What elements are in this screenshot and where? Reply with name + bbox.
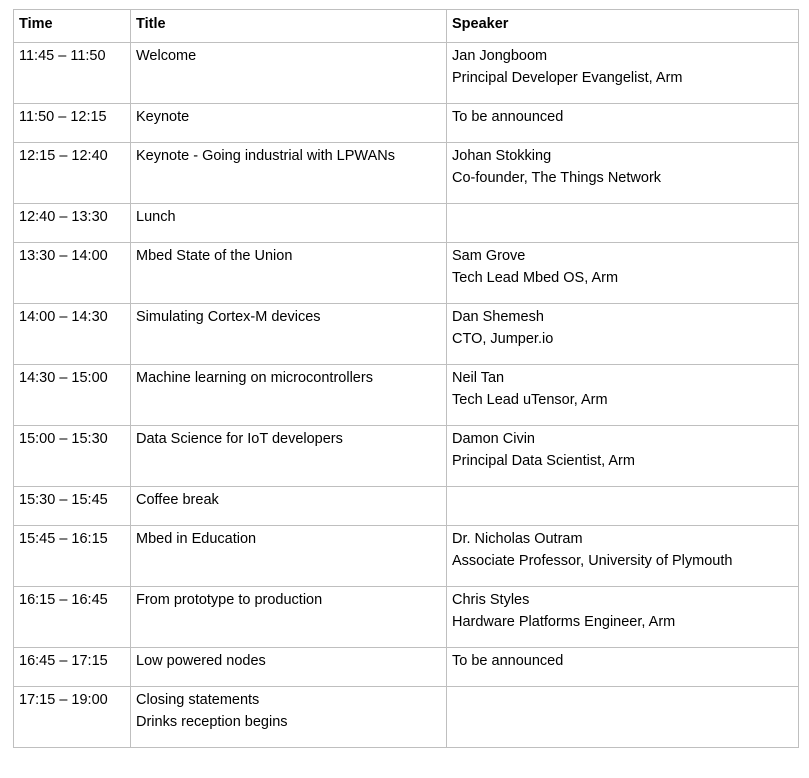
title-cell <box>131 687 447 748</box>
title-text: Coffee break <box>136 492 219 508</box>
table-row <box>14 304 799 365</box>
speaker-name: To be announced <box>452 653 564 669</box>
header-row <box>14 10 799 43</box>
header-time: Time <box>14 10 131 43</box>
title-text: Keynote <box>136 109 190 125</box>
time-text: 13:30 – 14:00 <box>19 248 108 264</box>
speaker-role: Hardware Platforms Engineer, Arm <box>452 614 676 630</box>
speaker-cell <box>447 487 799 526</box>
time-text: 17:15 – 19:00 <box>19 692 108 708</box>
title-cell <box>131 648 447 687</box>
table-row <box>14 426 799 487</box>
speaker-cell <box>447 43 799 104</box>
speaker-cell <box>447 648 799 687</box>
speaker-cell <box>447 365 799 426</box>
title-cell <box>131 365 447 426</box>
time-text: 12:40 – 13:30 <box>19 209 108 225</box>
title-cell <box>131 143 447 204</box>
time-cell <box>14 204 131 243</box>
title-cell <box>131 304 447 365</box>
title-text: Mbed in Education <box>136 531 257 547</box>
table-row <box>14 104 799 143</box>
speaker-role: Associate Professor, University of Plymouth <box>452 553 733 569</box>
speaker-name: Dan Shemesh <box>452 309 544 325</box>
title-text: Simulating Cortex-M devices <box>136 309 321 325</box>
speaker-name: Jan Jongboom <box>452 48 548 64</box>
title-text: Welcome <box>136 48 197 64</box>
speaker-role: CTO, Jumper.io <box>452 331 554 347</box>
header-title: Title <box>131 10 447 43</box>
time-text: 11:50 – 12:15 <box>19 109 107 125</box>
speaker-cell <box>447 687 799 748</box>
table-row <box>14 487 799 526</box>
time-cell <box>14 304 131 365</box>
table-row <box>14 587 799 648</box>
time-text: 12:15 – 12:40 <box>19 148 108 164</box>
title-cell <box>131 426 447 487</box>
table-row <box>14 143 799 204</box>
time-text: 14:30 – 15:00 <box>19 370 108 386</box>
time-cell <box>14 104 131 143</box>
speaker-cell <box>447 104 799 143</box>
time-cell <box>14 43 131 104</box>
time-cell <box>14 648 131 687</box>
title-cell <box>131 204 447 243</box>
title-cell <box>131 487 447 526</box>
time-text: 15:45 – 16:15 <box>19 531 108 547</box>
time-cell <box>14 365 131 426</box>
table-row <box>14 43 799 104</box>
speaker-name: Johan Stokking <box>452 148 552 164</box>
table-row <box>14 243 799 304</box>
title-text: Keynote - Going industrial with LPWANs <box>136 148 395 164</box>
speaker-role: Tech Lead uTensor, Arm <box>452 392 608 408</box>
title-text: Closing statements <box>136 692 260 708</box>
table-row <box>14 365 799 426</box>
time-cell <box>14 526 131 587</box>
speaker-cell <box>447 587 799 648</box>
table-row <box>14 687 799 748</box>
header-speaker: Speaker <box>447 10 799 43</box>
speaker-cell <box>447 304 799 365</box>
table-row <box>14 648 799 687</box>
speaker-name: Chris Styles <box>452 592 530 608</box>
title-text: Low powered nodes <box>136 653 266 669</box>
agenda-table-body <box>14 43 799 748</box>
agenda-table-header <box>14 10 799 43</box>
speaker-name: Damon Civin <box>452 431 535 447</box>
title-text: Machine learning on microcontrollers <box>136 370 373 386</box>
table-row <box>14 204 799 243</box>
time-cell <box>14 487 131 526</box>
title-cell <box>131 587 447 648</box>
speaker-name: Neil Tan <box>452 370 505 386</box>
title-text: Mbed State of the Union <box>136 248 293 264</box>
speaker-role: Co-founder, The Things Network <box>452 170 662 186</box>
speaker-role: Principal Data Scientist, Arm <box>452 453 635 469</box>
speaker-cell <box>447 143 799 204</box>
time-cell <box>14 143 131 204</box>
speaker-role: Tech Lead Mbed OS, Arm <box>452 270 619 286</box>
title-text: Lunch <box>136 209 176 225</box>
speaker-cell <box>447 243 799 304</box>
time-cell <box>14 243 131 304</box>
time-cell <box>14 587 131 648</box>
title-cell <box>131 243 447 304</box>
speaker-cell <box>447 526 799 587</box>
title-cell <box>131 104 447 143</box>
speaker-cell <box>447 204 799 243</box>
time-cell <box>14 687 131 748</box>
title-text: Drinks reception begins <box>136 714 288 730</box>
speaker-name: Sam Grove <box>452 248 526 264</box>
title-text: Data Science for IoT developers <box>136 431 343 447</box>
title-text: From prototype to production <box>136 592 323 608</box>
time-text: 15:00 – 15:30 <box>19 431 108 447</box>
speaker-role: Principal Developer Evangelist, Arm <box>452 70 683 86</box>
time-text: 16:15 – 16:45 <box>19 592 108 608</box>
time-text: 15:30 – 15:45 <box>19 492 108 508</box>
speaker-name: Dr. Nicholas Outram <box>452 531 583 547</box>
title-cell <box>131 43 447 104</box>
speaker-cell <box>447 426 799 487</box>
time-text: 16:45 – 17:15 <box>19 653 108 669</box>
time-text: 14:00 – 14:30 <box>19 309 108 325</box>
table-row <box>14 526 799 587</box>
title-cell <box>131 526 447 587</box>
time-cell <box>14 426 131 487</box>
time-text: 11:45 – 11:50 <box>19 48 106 64</box>
agenda-table <box>13 9 799 748</box>
speaker-name: To be announced <box>452 109 564 125</box>
